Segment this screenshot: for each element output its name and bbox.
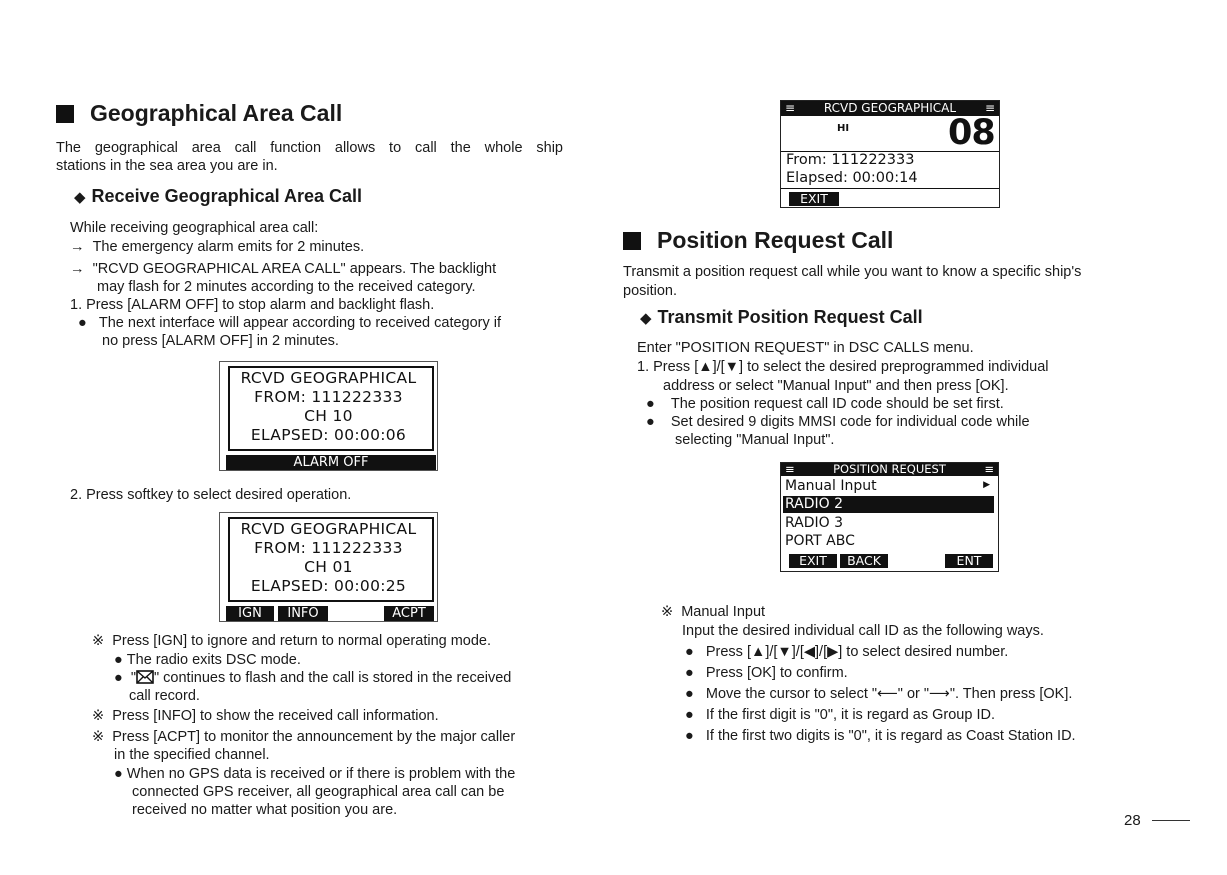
lcd-header-text: RCVD GEOGRAPHICAL: [823, 101, 957, 115]
diamond-bullet-icon: ◆: [640, 310, 652, 327]
arrow-item-2: [70, 260, 496, 278]
lcd-line: FROM: 111222333: [254, 388, 403, 406]
lcd-line: CH 10: [304, 407, 353, 425]
ign-bullet-2-text: " continues to flash and the call is stored in the received: [153, 670, 512, 686]
while-text: While receiving geographical area call:: [70, 220, 319, 236]
pos-intro-line-2: position.: [623, 283, 678, 299]
note-acpt-line-2: in the specified channel.: [114, 747, 270, 763]
section-title-text: Position Request Call: [657, 227, 894, 253]
subsection-receive: [74, 186, 362, 207]
step-2: 2. Press softkey to select desired operation.: [70, 487, 352, 503]
subsection-transmit: [640, 307, 923, 328]
manual-input-title: Manual Input: [681, 604, 766, 620]
square-bullet-icon: [56, 105, 74, 123]
ign-bullet-2-line-2: call record.: [129, 688, 200, 704]
acpt-bullet-1-line-3: received no matter what position you are.: [132, 802, 398, 818]
dot-bullet-icon: ●: [685, 665, 694, 681]
from-line: From: 111222333: [786, 152, 915, 168]
menu-icon: ≡: [984, 101, 995, 115]
pos-step-1: 1. Press [▲]/[▼] to select the desired preprogrammed individual: [637, 359, 1049, 375]
pos-step-1-line-2: address or select "Manual Input" and then press [OK].: [663, 378, 1009, 394]
lcd-line: ELAPSED: 00:00:06: [250, 426, 407, 444]
manual-bullet-5: [685, 727, 1076, 745]
menu-icon: ≡: [785, 462, 795, 476]
reference-mark-icon: ※: [92, 633, 105, 649]
manual-bullet-3: [685, 685, 1072, 703]
bullet-1: [78, 314, 501, 332]
pos-intro-line-1: Transmit a position request call while you want to know a specific ship's: [623, 264, 1082, 280]
menu-item-radio-3[interactable]: RADIO 3: [785, 515, 844, 531]
manual-bullet-1-text: Press [▲]/[▼]/[◀]/[▶] to select desired number.: [705, 644, 1009, 660]
lcd-line: ELAPSED: 00:00:25: [250, 577, 407, 595]
section-title-geographical: [56, 100, 342, 127]
arrow-right-icon: →: [70, 261, 85, 277]
lcd-screen-alarm: [219, 361, 438, 471]
dot-bullet-icon: ●: [646, 414, 655, 430]
arrow-item-2-line-2: may flash for 2 minutes according to the received category.: [97, 279, 476, 295]
acpt-softkey[interactable]: ACPT: [384, 606, 434, 621]
enter-text: Enter "POSITION REQUEST" in DSC CALLS menu.: [637, 340, 974, 356]
bullet-1-line-1: The next interface will appear according to received category if: [98, 315, 502, 331]
dot-bullet-icon: ●: [685, 707, 694, 723]
menu-item-port-abc[interactable]: PORT ABC: [785, 533, 855, 549]
intro-line-2: stations in the sea area you are in.: [56, 158, 278, 174]
exit-softkey[interactable]: EXIT: [789, 192, 839, 206]
manual-bullet-3-text: Move the cursor to select "⟵" or "⟶". Then press [OK].: [705, 686, 1073, 702]
diamond-bullet-icon: ◆: [74, 189, 86, 206]
intro-line-1: The geographical area call function allows to call the whole ship: [56, 140, 563, 156]
lcd-screen-softkeys: [219, 512, 438, 622]
manual-input-note: [661, 603, 765, 621]
lcd-screen-position-request: [780, 462, 999, 572]
note-info-text: Press [INFO] to show the received call information.: [112, 708, 439, 724]
dot-bullet-icon: ●: [685, 644, 694, 660]
lcd-line: RCVD GEOGRAPHICAL: [240, 369, 417, 387]
menu-item-manual-input[interactable]: Manual Input: [785, 478, 877, 494]
page-number: 28: [1124, 812, 1141, 829]
manual-bullet-4: [685, 706, 995, 724]
acpt-bullet-1-line-1: When no GPS data is received or if there is problem with the: [126, 766, 516, 782]
info-softkey[interactable]: INFO: [278, 606, 328, 621]
note-acpt-line-1: Press [ACPT] to monitor the announcement by the major caller: [112, 729, 516, 745]
section-title-position-request: [623, 227, 893, 254]
lcd-screen-rcvd-geographical: [780, 100, 1000, 208]
square-bullet-icon: [623, 232, 641, 250]
lcd-line: CH 01: [304, 558, 353, 576]
dot-bullet-icon: ●: [78, 315, 87, 331]
manual-bullet-5-text: If the first two digits is "0", it is regard as Coast Station ID.: [705, 728, 1076, 744]
alarm-off-softkey[interactable]: ALARM OFF: [226, 455, 436, 470]
pos-bullet-1: [646, 395, 1004, 413]
arrow-item-2-line-1: "RCVD GEOGRAPHICAL AREA CALL" appears. The backlight: [92, 261, 497, 277]
hi-power-indicator: HI: [837, 123, 850, 134]
quote-open: ": [130, 670, 136, 686]
reference-mark-icon: ※: [92, 729, 105, 745]
exit-softkey[interactable]: EXIT: [789, 554, 837, 568]
manual-input-intro: Input the desired individual call ID as the following ways.: [682, 623, 1044, 639]
bullet-1-line-2: no press [ALARM OFF] in 2 minutes.: [102, 333, 339, 349]
acpt-bullet-1: [114, 765, 515, 783]
manual-bullet-2: [685, 664, 848, 682]
pos-bullet-2-line-1: Set desired 9 digits MMSI code for individual code while: [670, 414, 1030, 430]
ign-bullet-2: [114, 669, 511, 689]
note-acpt: [92, 728, 515, 746]
manual-bullet-4-text: If the first digit is "0", it is regard as Group ID.: [705, 707, 995, 723]
lcd-line: RCVD GEOGRAPHICAL: [240, 520, 417, 538]
note-ign-text: Press [IGN] to ignore and return to normal operating mode.: [112, 633, 492, 649]
acpt-bullet-1-line-2: connected GPS receiver, all geographical area call can be: [132, 784, 505, 800]
elapsed-line: Elapsed: 00:00:14: [786, 170, 918, 186]
reference-mark-icon: ※: [661, 604, 674, 620]
note-info: [92, 707, 439, 725]
ent-softkey[interactable]: ENT: [945, 554, 993, 568]
subsection-transmit-text: Transmit Position Request Call: [657, 307, 923, 327]
note-ign: [92, 632, 491, 650]
dot-bullet-icon: ●: [646, 396, 655, 412]
subsection-receive-text: Receive Geographical Area Call: [91, 186, 363, 206]
pos-bullet-2: [646, 413, 1030, 431]
manual-bullet-1: [685, 643, 1008, 661]
pos-bullet-1-text: The position request call ID code should be set first.: [670, 396, 1004, 412]
lcd-header-text: POSITION REQUEST: [833, 462, 946, 476]
ign-bullet-1: [114, 651, 301, 669]
section-title-text: Geographical Area Call: [90, 100, 343, 126]
page-number-rule: [1152, 820, 1190, 821]
arrow-item-1: [70, 238, 364, 256]
manual-bullet-2-text: Press [OK] to confirm.: [705, 665, 848, 681]
menu-icon: ≡: [984, 462, 994, 476]
ign-bullet-1-text: The radio exits DSC mode.: [126, 652, 301, 668]
arrow-right-icon: ▶: [983, 480, 990, 490]
pos-bullet-2-line-2: selecting "Manual Input".: [675, 432, 835, 448]
reference-mark-icon: ※: [92, 708, 105, 724]
dot-bullet-icon: ●: [685, 728, 694, 744]
ign-softkey[interactable]: IGN: [226, 606, 274, 621]
dot-bullet-icon: ●: [114, 766, 123, 782]
channel-number: 08: [948, 113, 995, 153]
menu-item-radio-2-selected[interactable]: RADIO 2: [783, 496, 994, 513]
back-softkey[interactable]: BACK: [840, 554, 888, 568]
arrow-item-1-text: The emergency alarm emits for 2 minutes.: [92, 239, 365, 255]
step-1: 1. Press [ALARM OFF] to stop alarm and backlight flash.: [70, 297, 435, 313]
arrow-right-icon: →: [70, 239, 85, 255]
dot-bullet-icon: ●: [114, 670, 123, 686]
lcd-line: FROM: 111222333: [254, 539, 403, 557]
dot-bullet-icon: ●: [114, 652, 123, 668]
lcd-header-bar: [781, 463, 998, 476]
menu-icon: ≡: [785, 101, 796, 115]
dot-bullet-icon: ●: [685, 686, 694, 702]
